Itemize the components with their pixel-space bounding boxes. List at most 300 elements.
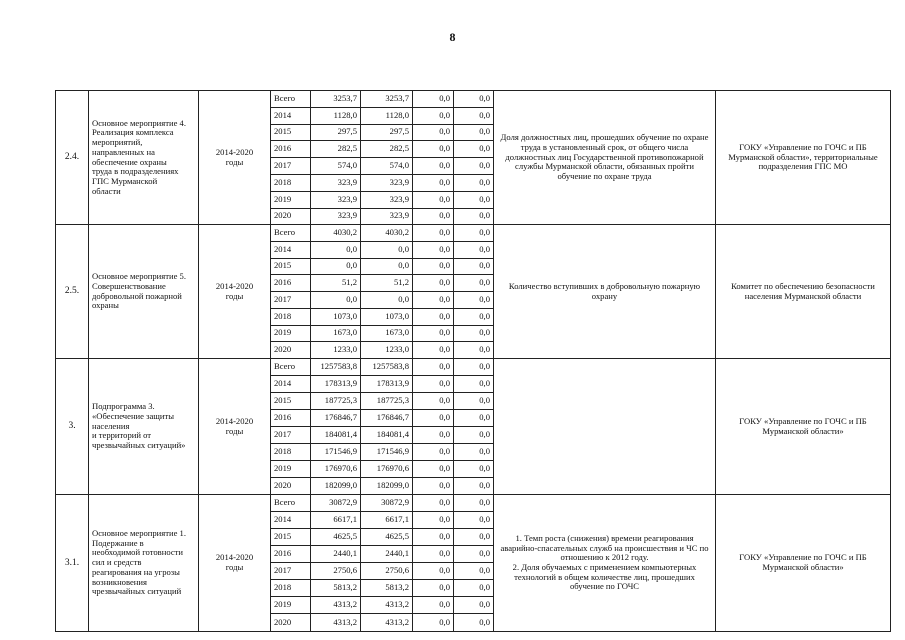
other-sources-value xyxy=(454,546,494,563)
federal-budget-value xyxy=(413,512,454,529)
year-label-text: Всего xyxy=(274,361,296,372)
regional-budget-value-text: 182099,0 xyxy=(376,480,409,491)
measure-number-text: 3.1. xyxy=(64,557,80,568)
other-sources-value-text: 0,0 xyxy=(479,548,490,559)
other-sources-value-text: 0,0 xyxy=(479,109,490,120)
year-label xyxy=(271,359,311,376)
year-label xyxy=(271,461,311,478)
total-value xyxy=(311,546,361,563)
regional-budget-value xyxy=(361,325,413,342)
federal-budget-value-text: 0,0 xyxy=(439,226,450,237)
regional-budget-value-text: 1233,0 xyxy=(385,344,409,355)
measure-name-text: Подпрограмма 3. «Обеспечение защиты населения и территорий от чрезвычайных ситуаций» xyxy=(92,401,186,451)
year-label-text: 2014 xyxy=(274,514,292,525)
measure-number xyxy=(56,495,89,632)
total-value xyxy=(311,410,361,427)
year-label xyxy=(271,444,311,461)
other-sources-value xyxy=(454,393,494,410)
regional-budget-value-text: 1073,0 xyxy=(385,310,409,321)
federal-budget-value-text: 0,0 xyxy=(439,480,450,491)
regional-budget-value-text: 323,9 xyxy=(389,177,409,188)
federal-budget-value-text: 0,0 xyxy=(439,344,450,355)
executor-text-text: ГОКУ «Управление по ГОЧС и ПБ Мурманской области» xyxy=(739,552,867,572)
regional-budget-value xyxy=(361,478,413,495)
total-value-text: 1257583,8 xyxy=(320,361,357,372)
other-sources-value-text: 0,0 xyxy=(479,310,490,321)
measure-name xyxy=(89,91,199,225)
regional-budget-value xyxy=(361,225,413,242)
other-sources-value xyxy=(454,325,494,342)
total-value-text: 171546,9 xyxy=(324,446,357,457)
federal-budget-value xyxy=(413,342,454,359)
year-label xyxy=(271,158,311,175)
other-sources-value-text: 0,0 xyxy=(479,344,490,355)
other-sources-value xyxy=(454,292,494,309)
other-sources-value xyxy=(454,158,494,175)
measure-period xyxy=(199,91,271,225)
federal-budget-value xyxy=(413,107,454,124)
regional-budget-value-text: 178313,9 xyxy=(376,378,409,389)
federal-budget-value xyxy=(413,275,454,292)
total-value-text: 1128,0 xyxy=(333,109,357,120)
other-sources-value xyxy=(454,241,494,258)
federal-budget-value xyxy=(413,325,454,342)
regional-budget-value xyxy=(361,410,413,427)
federal-budget-value xyxy=(413,444,454,461)
regional-budget-value xyxy=(361,529,413,546)
total-value-text: 574,0 xyxy=(337,160,357,171)
total-value xyxy=(311,563,361,580)
total-value-text: 323,9 xyxy=(337,193,357,204)
total-value-text: 4313,2 xyxy=(333,599,357,610)
total-value xyxy=(311,292,361,309)
regional-budget-value-text: 4313,2 xyxy=(385,616,409,627)
table-row xyxy=(56,359,891,376)
year-label-text: 2017 xyxy=(274,565,292,576)
year-label-text: 2015 xyxy=(274,260,292,271)
total-value xyxy=(311,91,361,108)
total-value-text: 282,5 xyxy=(337,143,357,154)
executor-text xyxy=(716,359,891,495)
total-value-text: 297,5 xyxy=(337,126,357,137)
indicator-text-text: Доля должностных лиц, прошедших обучение по охране труда в установленный срок, от общего числа должностных лиц Государственной противопожарной службы Мурманской области, обязанных пройти обучение по охране труда xyxy=(500,132,709,182)
year-label xyxy=(271,91,311,108)
total-value xyxy=(311,141,361,158)
other-sources-value-text: 0,0 xyxy=(479,193,490,204)
regional-budget-value xyxy=(361,91,413,108)
other-sources-value-text: 0,0 xyxy=(479,497,490,508)
regional-budget-value-text: 30872,9 xyxy=(381,497,409,508)
other-sources-value xyxy=(454,512,494,529)
year-label-text: 2020 xyxy=(274,480,292,491)
indicator-text xyxy=(494,359,716,495)
other-sources-value xyxy=(454,175,494,192)
year-label xyxy=(271,258,311,275)
other-sources-value-text: 0,0 xyxy=(479,531,490,542)
year-label-text: Всего xyxy=(274,497,296,508)
other-sources-value-text: 0,0 xyxy=(479,243,490,254)
federal-budget-value xyxy=(413,91,454,108)
regional-budget-value xyxy=(361,175,413,192)
total-value xyxy=(311,393,361,410)
other-sources-value-text: 0,0 xyxy=(479,395,490,406)
regional-budget-value xyxy=(361,258,413,275)
federal-budget-value-text: 0,0 xyxy=(439,160,450,171)
measure-name xyxy=(89,495,199,632)
year-label xyxy=(271,342,311,359)
total-value xyxy=(311,175,361,192)
other-sources-value-text: 0,0 xyxy=(479,293,490,304)
other-sources-value-text: 0,0 xyxy=(479,480,490,491)
other-sources-value-text: 0,0 xyxy=(479,616,490,627)
year-label-text: 2016 xyxy=(274,548,292,559)
regional-budget-value-text: 6617,1 xyxy=(385,514,409,525)
regional-budget-value-text: 0,0 xyxy=(398,293,409,304)
total-value xyxy=(311,580,361,597)
other-sources-value xyxy=(454,427,494,444)
year-label-text: 2017 xyxy=(274,429,292,440)
total-value xyxy=(311,192,361,209)
regional-budget-value-text: 5813,2 xyxy=(385,582,409,593)
other-sources-value xyxy=(454,192,494,209)
other-sources-value xyxy=(454,529,494,546)
regional-budget-value-text: 574,0 xyxy=(389,160,409,171)
year-label-text: 2018 xyxy=(274,310,292,321)
other-sources-value xyxy=(454,444,494,461)
measure-period-text: 2014-2020 годы xyxy=(215,280,254,301)
regional-budget-value xyxy=(361,124,413,141)
total-value-text: 178313,9 xyxy=(324,378,357,389)
other-sources-value-text: 0,0 xyxy=(479,582,490,593)
regional-budget-value xyxy=(361,275,413,292)
other-sources-value-text: 0,0 xyxy=(479,565,490,576)
table-row xyxy=(56,225,891,242)
total-value-text: 187725,3 xyxy=(324,395,357,406)
year-label-text: 2015 xyxy=(274,395,292,406)
regional-budget-value xyxy=(361,208,413,225)
other-sources-value xyxy=(454,376,494,393)
regional-budget-value-text: 323,9 xyxy=(389,193,409,204)
year-label xyxy=(271,563,311,580)
total-value xyxy=(311,107,361,124)
other-sources-value-text: 0,0 xyxy=(479,177,490,188)
year-label xyxy=(271,275,311,292)
measure-period-text: 2014-2020 годы xyxy=(215,552,254,572)
total-value-text: 30872,9 xyxy=(329,497,357,508)
other-sources-value-text: 0,0 xyxy=(479,277,490,288)
year-label-text: 2020 xyxy=(274,616,292,627)
federal-budget-value xyxy=(413,461,454,478)
year-label xyxy=(271,308,311,325)
regional-budget-value-text: 1257583,8 xyxy=(372,361,409,372)
total-value-text: 0,0 xyxy=(346,293,357,304)
measure-period xyxy=(199,225,271,359)
other-sources-value xyxy=(454,614,494,632)
total-value xyxy=(311,597,361,614)
federal-budget-value-text: 0,0 xyxy=(439,548,450,559)
federal-budget-value xyxy=(413,192,454,209)
total-value xyxy=(311,275,361,292)
measure-period-text: 2014-2020 годы xyxy=(215,415,254,436)
federal-budget-value-text: 0,0 xyxy=(439,210,450,221)
federal-budget-value-text: 0,0 xyxy=(439,177,450,188)
federal-budget-value-text: 0,0 xyxy=(439,361,450,372)
total-value xyxy=(311,427,361,444)
year-label xyxy=(271,208,311,225)
total-value-text: 0,0 xyxy=(346,243,357,254)
federal-budget-value-text: 0,0 xyxy=(439,109,450,120)
year-label xyxy=(271,495,311,512)
year-label-text: 2017 xyxy=(274,293,292,304)
other-sources-value xyxy=(454,580,494,597)
regional-budget-value-text: 1128,0 xyxy=(385,109,409,120)
other-sources-value-text: 0,0 xyxy=(479,126,490,137)
year-label-text: 2020 xyxy=(274,210,292,221)
executor-text-text: ГОКУ «Управление по ГОЧС и ПБ Мурманской области» xyxy=(739,415,867,436)
federal-budget-value-text: 0,0 xyxy=(439,616,450,627)
federal-budget-value-text: 0,0 xyxy=(439,463,450,474)
regional-budget-value xyxy=(361,342,413,359)
year-label-text: 2015 xyxy=(274,126,292,137)
federal-budget-value-text: 0,0 xyxy=(439,446,450,457)
federal-budget-value-text: 0,0 xyxy=(439,412,450,423)
total-value xyxy=(311,529,361,546)
federal-budget-value-text: 0,0 xyxy=(439,514,450,525)
regional-budget-value xyxy=(361,241,413,258)
federal-budget-value xyxy=(413,393,454,410)
year-label xyxy=(271,580,311,597)
executor-text xyxy=(716,495,891,632)
year-label-text: Всего xyxy=(274,226,296,237)
total-value-text: 0,0 xyxy=(346,260,357,271)
total-value-text: 51,2 xyxy=(341,277,357,288)
regional-budget-value-text: 3253,7 xyxy=(385,92,409,103)
other-sources-value-text: 0,0 xyxy=(479,599,490,610)
total-value-text: 1233,0 xyxy=(333,344,357,355)
other-sources-value xyxy=(454,258,494,275)
federal-budget-value xyxy=(413,359,454,376)
total-value xyxy=(311,376,361,393)
other-sources-value-text: 0,0 xyxy=(479,412,490,423)
total-value-text: 184081,4 xyxy=(324,429,357,440)
regional-budget-value-text: 187725,3 xyxy=(376,395,409,406)
year-label-text: 2019 xyxy=(274,599,292,610)
year-label xyxy=(271,107,311,124)
federal-budget-value-text: 0,0 xyxy=(439,531,450,542)
other-sources-value xyxy=(454,478,494,495)
other-sources-value-text: 0,0 xyxy=(479,429,490,440)
year-label-text: 2014 xyxy=(274,378,292,389)
total-value-text: 3253,7 xyxy=(333,92,357,103)
regional-budget-value xyxy=(361,580,413,597)
indicator-text-text: Количество вступивших в добровольную пожарную охрану xyxy=(508,280,701,301)
executor-text xyxy=(716,91,891,225)
other-sources-value xyxy=(454,359,494,376)
federal-budget-value-text: 0,0 xyxy=(439,395,450,406)
federal-budget-value-text: 0,0 xyxy=(439,126,450,137)
total-value-text: 2750,6 xyxy=(333,565,357,576)
total-value xyxy=(311,241,361,258)
regional-budget-value-text: 4625,5 xyxy=(385,531,409,542)
year-label xyxy=(271,292,311,309)
total-value xyxy=(311,208,361,225)
federal-budget-value xyxy=(413,124,454,141)
measure-number-text: 3. xyxy=(68,421,76,432)
federal-budget-value xyxy=(413,225,454,242)
other-sources-value-text: 0,0 xyxy=(479,226,490,237)
federal-budget-value xyxy=(413,580,454,597)
year-label-text: 2018 xyxy=(274,582,292,593)
measure-name xyxy=(89,359,199,495)
measure-name-text: Основное мероприятие 5. Совершенствование добровольной пожарной охраны xyxy=(92,271,186,311)
year-label xyxy=(271,241,311,258)
regional-budget-value-text: 323,9 xyxy=(389,210,409,221)
regional-budget-value-text: 51,2 xyxy=(393,277,409,288)
federal-budget-value-text: 0,0 xyxy=(439,277,450,288)
measure-number xyxy=(56,225,89,359)
total-value xyxy=(311,258,361,275)
total-value-text: 323,9 xyxy=(337,177,357,188)
year-label xyxy=(271,124,311,141)
year-label xyxy=(271,175,311,192)
year-label xyxy=(271,141,311,158)
regional-budget-value xyxy=(361,563,413,580)
total-value xyxy=(311,444,361,461)
year-label-text: 2019 xyxy=(274,463,292,474)
regional-budget-value xyxy=(361,359,413,376)
indicator-text xyxy=(494,495,716,632)
regional-budget-value xyxy=(361,614,413,632)
total-value xyxy=(311,495,361,512)
federal-budget-value-text: 0,0 xyxy=(439,429,450,440)
year-label-text: 2018 xyxy=(274,446,292,457)
regional-budget-value xyxy=(361,292,413,309)
total-value-text: 5813,2 xyxy=(333,582,357,593)
total-value-text: 6617,1 xyxy=(333,514,357,525)
total-value-text: 176846,7 xyxy=(324,412,357,423)
year-label-text: 2017 xyxy=(274,160,292,171)
federal-budget-value-text: 0,0 xyxy=(439,243,450,254)
year-label-text: 2014 xyxy=(274,109,292,120)
other-sources-value xyxy=(454,141,494,158)
federal-budget-value xyxy=(413,529,454,546)
total-value xyxy=(311,478,361,495)
other-sources-value-text: 0,0 xyxy=(479,160,490,171)
other-sources-value-text: 0,0 xyxy=(479,446,490,457)
other-sources-value-text: 0,0 xyxy=(479,210,490,221)
table-row xyxy=(56,91,891,108)
table-row xyxy=(56,495,891,512)
year-label xyxy=(271,614,311,632)
year-label xyxy=(271,192,311,209)
federal-budget-value-text: 0,0 xyxy=(439,310,450,321)
other-sources-value-text: 0,0 xyxy=(479,260,490,271)
federal-budget-value xyxy=(413,208,454,225)
federal-budget-value xyxy=(413,158,454,175)
year-label-text: 2016 xyxy=(274,143,292,154)
federal-budget-value-text: 0,0 xyxy=(439,92,450,103)
regional-budget-value xyxy=(361,393,413,410)
measure-period xyxy=(199,495,271,632)
total-value xyxy=(311,461,361,478)
total-value-text: 323,9 xyxy=(337,210,357,221)
year-label xyxy=(271,225,311,242)
total-value-text: 1673,0 xyxy=(333,327,357,338)
other-sources-value-text: 0,0 xyxy=(479,361,490,372)
year-label-text: 2016 xyxy=(274,277,292,288)
regional-budget-value-text: 184081,4 xyxy=(376,429,409,440)
federal-budget-value-text: 0,0 xyxy=(439,378,450,389)
measure-name-text: Основное мероприятие 1. Подержание в необходимой готовности сил и средств реагирования на угрозы возникновения чрезвычайных ситуаций xyxy=(92,528,186,597)
regional-budget-value xyxy=(361,192,413,209)
federal-budget-value-text: 0,0 xyxy=(439,497,450,508)
total-value-text: 176970,6 xyxy=(324,463,357,474)
federal-budget-value xyxy=(413,563,454,580)
page-number: 8 xyxy=(449,30,456,44)
total-value-text: 182099,0 xyxy=(324,480,357,491)
other-sources-value xyxy=(454,461,494,478)
executor-text xyxy=(716,225,891,359)
total-value xyxy=(311,512,361,529)
regional-budget-value-text: 171546,9 xyxy=(376,446,409,457)
table-body xyxy=(56,91,891,632)
total-value-text: 2440,1 xyxy=(333,548,357,559)
regional-budget-value xyxy=(361,512,413,529)
executor-text-text: Комитет по обеспечению безопасности населения Мурманской области xyxy=(731,280,875,301)
regional-budget-value xyxy=(361,158,413,175)
federal-budget-value-text: 0,0 xyxy=(439,143,450,154)
federal-budget-value-text: 0,0 xyxy=(439,599,450,610)
year-label-text: 2018 xyxy=(274,177,292,188)
other-sources-value xyxy=(454,275,494,292)
regional-budget-value-text: 176970,6 xyxy=(376,463,409,474)
regional-budget-value-text: 2750,6 xyxy=(385,565,409,576)
federal-budget-value xyxy=(413,410,454,427)
regional-budget-value-text: 1673,0 xyxy=(385,327,409,338)
indicator-text xyxy=(494,91,716,225)
year-label-text: 2020 xyxy=(274,344,292,355)
regional-budget-value-text: 4030,2 xyxy=(385,226,409,237)
year-label-text: 2016 xyxy=(274,412,292,423)
other-sources-value xyxy=(454,124,494,141)
other-sources-value xyxy=(454,308,494,325)
regional-budget-value xyxy=(361,376,413,393)
other-sources-value-text: 0,0 xyxy=(479,327,490,338)
year-label xyxy=(271,325,311,342)
year-label xyxy=(271,376,311,393)
year-label xyxy=(271,393,311,410)
federal-budget-value xyxy=(413,495,454,512)
total-value xyxy=(311,158,361,175)
federal-budget-value-text: 0,0 xyxy=(439,260,450,271)
regional-budget-value-text: 297,5 xyxy=(389,126,409,137)
other-sources-value xyxy=(454,597,494,614)
regional-budget-value xyxy=(361,444,413,461)
measure-number-text: 2.4. xyxy=(64,152,80,163)
program-table xyxy=(55,90,891,632)
measure-number-text: 2.5. xyxy=(64,286,80,297)
year-label xyxy=(271,529,311,546)
year-label xyxy=(271,597,311,614)
year-label xyxy=(271,546,311,563)
year-label xyxy=(271,512,311,529)
other-sources-value-text: 0,0 xyxy=(479,378,490,389)
federal-budget-value xyxy=(413,597,454,614)
measure-name-text: Основное мероприятие 4. Реализация комплекса мероприятий, направленных на обеспечение охраны труда в подразделениях ГПС Мурманской области xyxy=(92,117,186,196)
measure-number xyxy=(56,359,89,495)
other-sources-value-text: 0,0 xyxy=(479,143,490,154)
measure-period xyxy=(199,359,271,495)
